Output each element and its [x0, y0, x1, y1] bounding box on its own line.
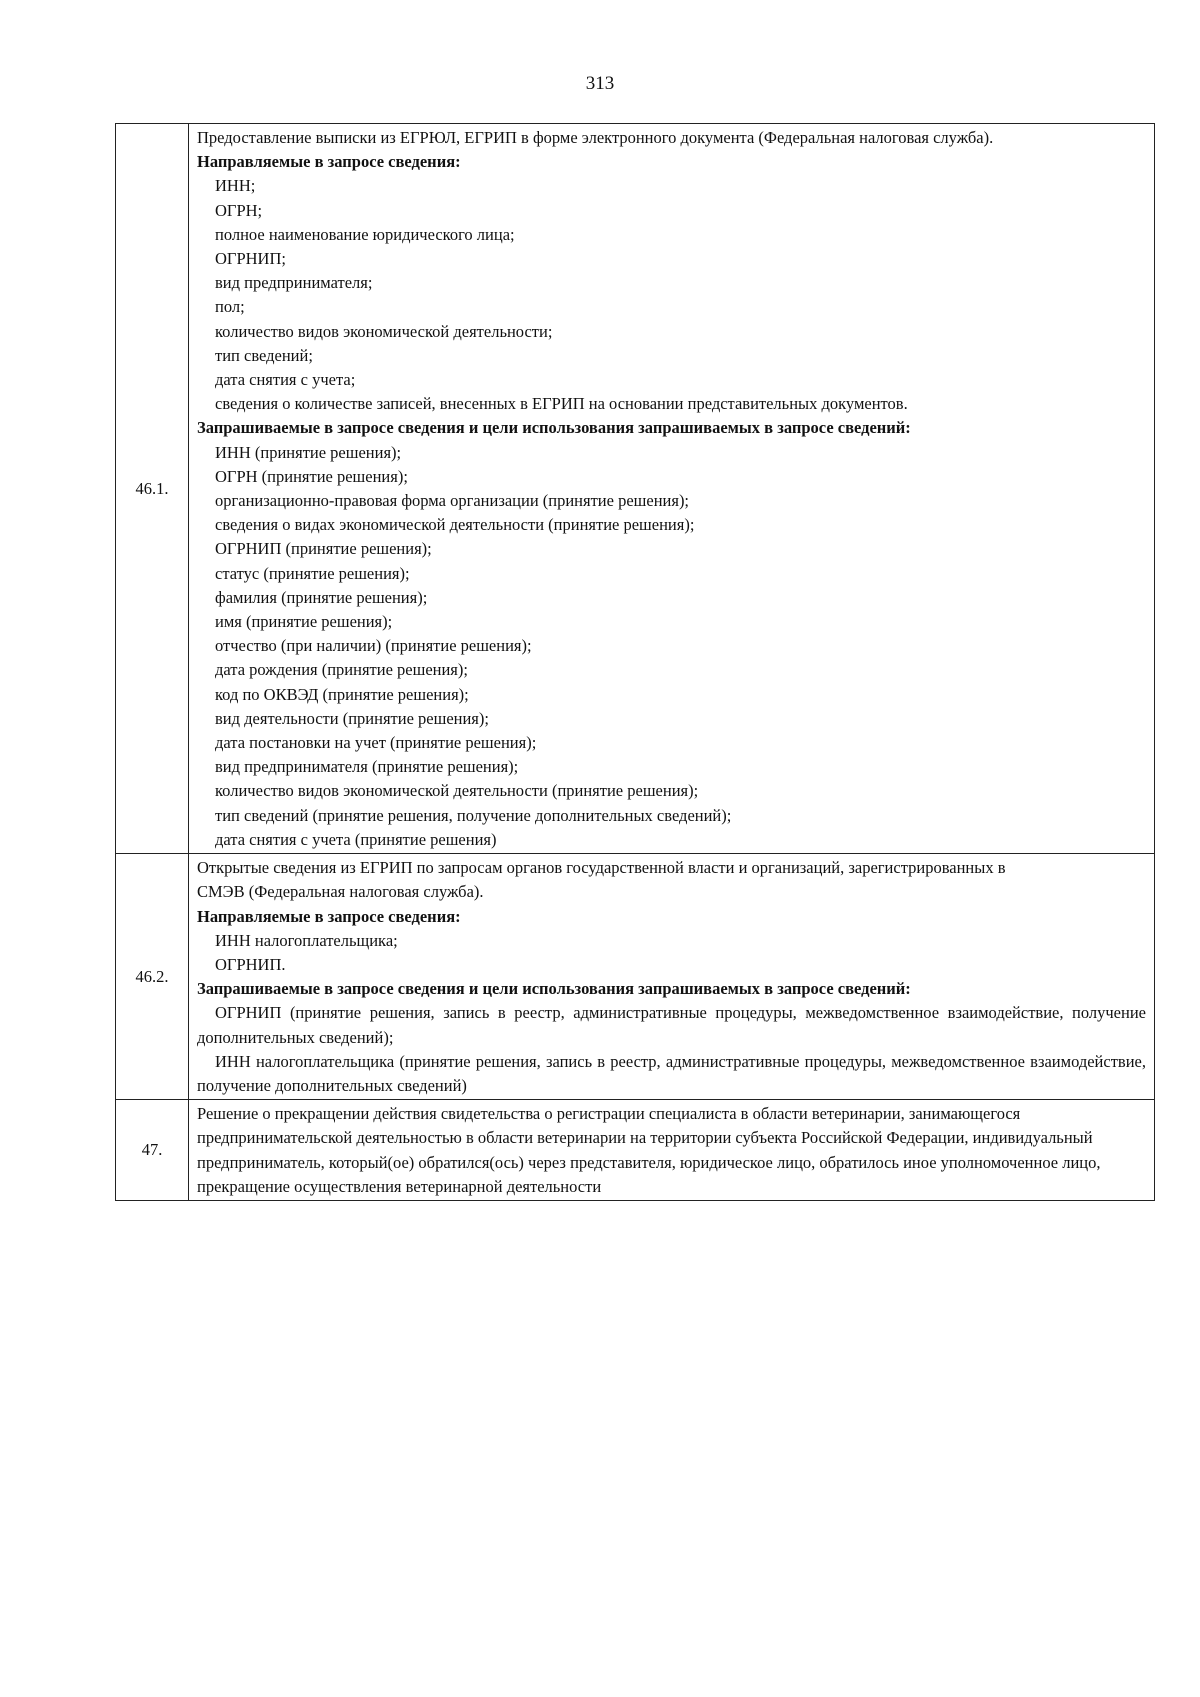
- list-item: отчество (при наличии) (принятие решения);: [215, 636, 532, 656]
- table-row: [116, 854, 1155, 1100]
- list-item: ИНН (принятие решения);: [215, 442, 402, 462]
- row-intro: Решение о прекращении действия свидетельства о регистрации специалиста в области ветеринарии, занимающегося предпринимательской деятельностью в области ветеринарии на территории субъекта Российской Федерации, индивидуальный предприниматель, который(ое) обратился(ось) через представителя, юридическое лицо, обратилось иное уполномоченное лицо, прекращение осуществления ветеринарной деятельности: [197, 1104, 1101, 1196]
- list-item: код по ОКВЭД (принятие решения);: [215, 684, 469, 704]
- list-item: ОГРН;: [215, 200, 263, 220]
- list-item: ИНН;: [215, 176, 256, 196]
- list-item: количество видов экономической деятельности (принятие решения);: [215, 781, 699, 801]
- list-item: ОГРНИП (принятие решения);: [215, 539, 432, 559]
- requested-heading: Запрашиваемые в запросе сведения и цели использования запрашиваемых в запросе сведений:: [197, 979, 911, 999]
- sent-heading: Направляемые в запросе сведения:: [197, 906, 461, 926]
- list-item: ОГРН (принятие решения);: [215, 466, 408, 486]
- list-item: дата снятия с учета (принятие решения): [215, 829, 497, 849]
- row-content: [189, 1100, 1155, 1201]
- list-item: ОГРНИП (принятие решения, запись в реестр, административные процедуры, межведомственное взаимодействие, получение дополнительных сведений);: [197, 1003, 1146, 1047]
- requested-heading: Запрашиваемые в запросе сведения и цели использования запрашиваемых в запросе сведений:: [197, 418, 911, 438]
- row-number: 46.2.: [116, 854, 189, 1100]
- list-item: сведения о количестве записей, внесенных в ЕГРИП на основании представительных документов.: [215, 394, 908, 414]
- list-item: ИНН налогоплательщика (принятие решения, запись в реестр, административные процедуры, межведомственное взаимодействие, получение дополнительных сведений): [197, 1051, 1146, 1095]
- sent-heading: Направляемые в запросе сведения:: [197, 152, 461, 172]
- row-number: 46.1.: [116, 124, 189, 854]
- row-content: [189, 124, 1155, 854]
- list-item: пол;: [215, 297, 245, 317]
- row-content: [189, 854, 1155, 1100]
- list-item: вид предпринимателя (принятие решения);: [215, 757, 519, 777]
- list-item: вид предпринимателя;: [215, 273, 373, 293]
- services-table: [115, 123, 1155, 1201]
- row-number: 47.: [116, 1100, 189, 1201]
- list-item: дата рождения (принятие решения);: [215, 660, 468, 680]
- list-item: сведения о видах экономической деятельности (принятие решения);: [215, 515, 695, 535]
- list-item: фамилия (принятие решения);: [215, 587, 428, 607]
- row-intro: Предоставление выписки из ЕГРЮЛ, ЕГРИП в форме электронного документа (Федеральная налоговая служба).: [197, 128, 994, 147]
- list-item: дата снятия с учета;: [215, 370, 356, 390]
- table-row: [116, 124, 1155, 854]
- list-item: организационно-правовая форма организации (принятие решения);: [215, 491, 690, 511]
- list-item: полное наименование юридического лица;: [215, 224, 515, 244]
- row-intro: Открытые сведения из ЕГРИП по запросам органов государственной власти и организаций, зарегистрированных в СМЭВ (Федеральная налоговая служба).: [197, 858, 1006, 902]
- list-item: количество видов экономической деятельности;: [215, 321, 553, 341]
- list-item: имя (принятие решения);: [215, 612, 393, 632]
- list-item: статус (принятие решения);: [215, 563, 410, 583]
- list-item: тип сведений (принятие решения, получение дополнительных сведений);: [215, 805, 732, 825]
- table-row: [116, 1100, 1155, 1201]
- list-item: тип сведений;: [215, 345, 313, 365]
- list-item: дата постановки на учет (принятие решения);: [215, 733, 537, 753]
- page-number: 313: [585, 73, 615, 94]
- list-item: ИНН налогоплательщика;: [215, 930, 398, 950]
- list-item: вид деятельности (принятие решения);: [215, 708, 489, 728]
- list-item: ОГРНИП;: [215, 249, 286, 269]
- list-item: ОГРНИП.: [215, 954, 286, 974]
